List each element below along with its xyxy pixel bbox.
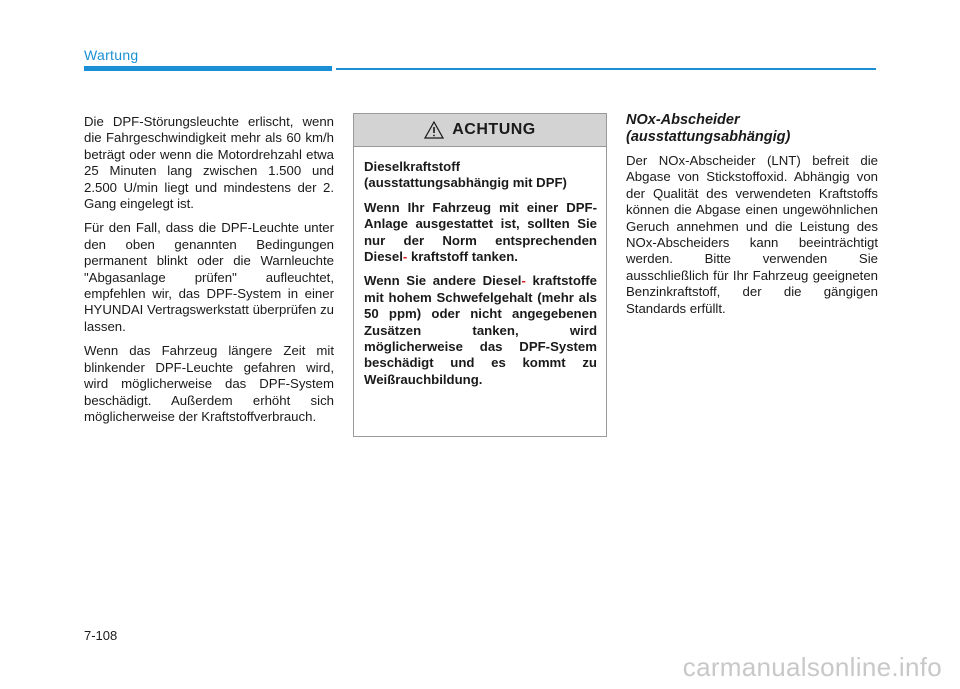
header-rule-thin — [336, 68, 876, 70]
nox-paragraph: Der NOx-Abscheider (LNT) befreit die Abgase von Stickstoffoxid. Abhängig von der Qualität des verwendeten Kraftstoffs können die Abgase einen ungewöhnlichen Geruch annehmen und die Leistung des NOx-Abscheiders kann beeinträchtigt werden. Bitte verwenden Sie ausschließlich für Ihr Fahrzeug geeigneten Benzinkraftstoff, der die gängigen Standards erfüllt. — [626, 153, 878, 316]
nox-heading — [626, 112, 878, 146]
warning-p1-rest: kraftstoff tanken. — [410, 249, 518, 265]
left-column — [84, 114, 334, 433]
warning-title: ACHTUNG — [452, 121, 536, 138]
warning-p1-hyphen: - — [402, 249, 408, 265]
left-paragraph-3: Wenn das Fahrzeug längere Zeit mit blinkender DPF-Leuchte gefahren wird, wird möglicherweise das DPF-System beschädigt. Außerdem erhöht sich möglicherweise der Kraftstoffverbrauch. — [84, 343, 334, 424]
warning-p1-main: Wenn Ihr Fahrzeug mit einer DPF-Anlage ausgestattet ist, sollten Sie nur der Norm entsprechenden Diesel — [364, 199, 597, 265]
warning-box — [353, 113, 607, 437]
header-rule-thick — [84, 66, 332, 71]
warning-triangle-icon — [424, 121, 444, 139]
warning-p2-hyphen: - — [521, 273, 526, 289]
warning-box-header — [354, 114, 606, 147]
warning-paragraph-1 — [364, 200, 597, 266]
nox-heading-line-1: NOx-Abscheider — [626, 112, 740, 128]
warning-box-body — [354, 147, 606, 388]
nox-heading-line-2: (ausstattungsabhängig) — [626, 129, 791, 145]
left-paragraph-1: Die DPF-Störungsleuchte erlischt, wenn die Fahrgeschwindigkeit mehr als 60 km/h beträgt oder wenn die Motordrehzahl etwa 25 Minuten lang zwischen 1.500 und 2.500 U/min liegt und mindestens der 2. Gang eingelegt ist. — [84, 114, 334, 212]
warning-p2-rest: kraftstoffe mit hohem Schwefelgehalt (mehr als 50 ppm) oder nicht angegebenen Zusätzen tanken, wird möglicherweise das DPF-System beschädigt und es kommt zu Weißrauchbildung. — [364, 273, 597, 387]
right-column — [626, 112, 878, 325]
page-number: 7-108 — [84, 628, 118, 643]
warning-subtitle: Dieselkraftstoff (ausstattungsabhängig mit DPF) — [364, 159, 567, 191]
left-paragraph-2: Für den Fall, dass die DPF-Leuchte unter den oben genannten Bedingungen permanent blinkt oder die Warnleuchte "Abgasanlage prüfen" aufleuchtet, empfehlen wir, das DPF-System in einer HYUNDAI Vertragswerkstatt überprüfen zu lassen. — [84, 220, 334, 334]
watermark: carmanualsonline.info — [682, 652, 942, 682]
warning-paragraph-2 — [364, 273, 597, 388]
warning-p2-main: Wenn Sie andere Diesel — [364, 273, 522, 289]
section-title: Wartung — [84, 47, 139, 63]
